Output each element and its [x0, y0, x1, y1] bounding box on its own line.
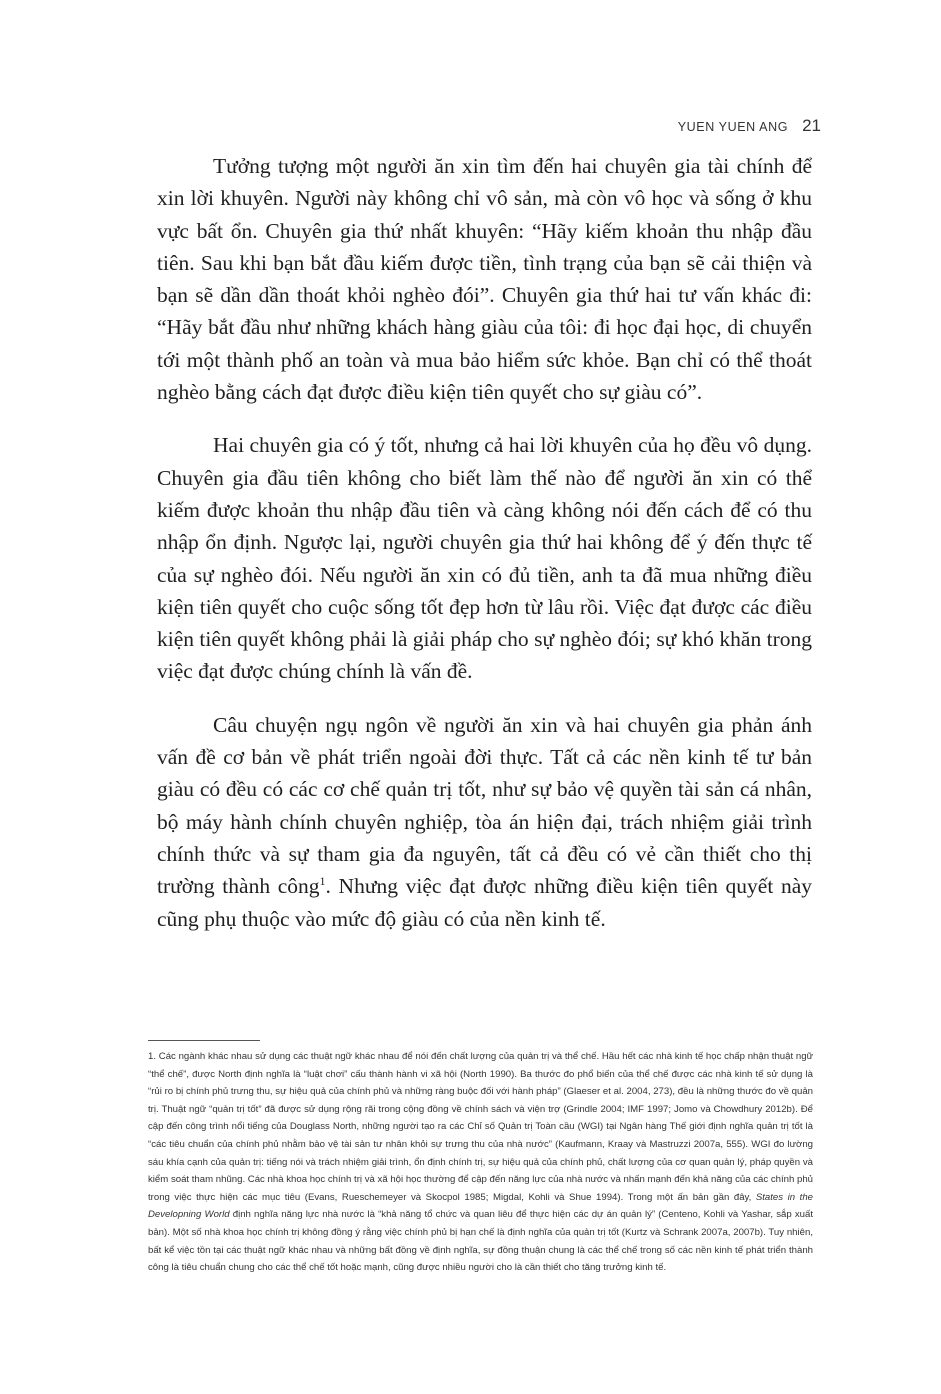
footnote-text-end: định nghĩa năng lực nhà nước là “khả năng tổ chức và quan liêu để thực hiện các dự án quản lý” (Centeno, Kohli và Yashar, sắp xuất bản). Một số nhà khoa học chính trị không đồng ý rằng việc chính phủ bị hạn chế là định nghĩa của quản trị tốt (Kurtz và Schrank 2007a, 2007b). Tuy nhiên, bất kể việc tồn tại các thuật ngữ khác nhau và những bất đồng về định nghĩa, sự đồng thuận chung là các thể chế trong số các nền kinh tế phát triển thành công là tiêu chuẩn chung cho các thể chế tốt hoặc mạnh, cũng được nhiều người cho là cần thiết cho tăng trưởng kinh tế.	[148, 1209, 813, 1274]
footnote-text: 1. Các ngành khác nhau sử dụng các thuật ngữ khác nhau để nói đến chất lượng của quản trị và thể chế. Hầu hết các nhà kinh tế học chấp nhận thuật ngữ “thể chế”, được North định nghĩa là “luật chơi” cấu thành hành vi xã hội (North 1990). Ba thước đo phổ biến của thể chế được các nhà kinh tế sử dụng là “rủi ro bị chính phủ trưng thu, sự hiệu quả của chính phủ và những ràng buộc đối với hành pháp” (Glaeser et al. 2004, 273), đều là những thước đo về quản trị. Thuật ngữ “quản trị tốt” đã được sử dụng rộng rãi trong cộng đồng về chính sách và viện trợ (Grindle 2004; IMF 1997; Jomo và Chowdhury 2012b). Để cập đến công trình nổi tiếng của Douglass North, những người tạo ra các Chỉ số Quản trị Toàn cầu (WGI) tại Ngân hàng Thế giới định nghĩa quản trị tốt là “các tiêu chuẩn của chính phủ nhằm bảo vệ tài sản tư nhân khỏi sự trưng thu của nhà nước” (Kaufmann, Kraay và Mastruzzi 2007a, 555). WGI đo lường sáu khía cạnh của quản trị: tiếng nói và trách nhiệm giải trình, ổn định chính trị, sự hiệu quả của chính phủ, chất lượng của cơ quan quản lý, pháp quyền và kiểm soát tham nhũng. Các nhà khoa học chính trị và xã hội học thường để cập đến năng lực của nhà nước và nhấn mạnh đến khả năng của các chính phủ trong việc thực hiện các mục tiêu (Evans, Rueschemeyer và Skocpol 1985; Migdal, Kohli và Shue 1994). Trong một ấn bản gần đây,	[148, 1051, 813, 1203]
paragraph-1: Tưởng tượng một người ăn xin tìm đến hai chuyên gia tài chính để xin lời khuyên. Người này không chỉ vô sản, mà còn vô học và sống ở khu vực bất ổn. Chuyên gia thứ nhất khuyên: “Hãy kiếm khoản thu nhập đầu tiên. Sau khi bạn bắt đầu kiếm được tiền, tình trạng của bạn sẽ cải thiện và bạn sẽ dần dần thoát khỏi nghèo đói”. Chuyên gia thứ hai tư vấn khác đi: “Hãy bắt đầu như những khách hàng giàu của tôi: đi học đại học, di chuyển tới một thành phố an toàn và mua bảo hiểm sức khỏe. Bạn chỉ có thể thoát nghèo bằng cách đạt được điều kiện tiên quyết cho sự giàu có”.	[157, 154, 812, 405]
footnote-1	[148, 1048, 813, 1277]
footnote-divider	[148, 1040, 260, 1041]
main-text	[157, 150, 812, 956]
paragraph-3-text-end: . Nhưng việc đạt được những điều kiện tiên quyết này cũng phụ thuộc vào mức độ giàu có của nền kinh tế.	[157, 874, 812, 931]
running-header	[678, 116, 821, 136]
footnote-italic-title: States in the Developning World	[148, 1191, 813, 1221]
page-number: 21	[802, 116, 821, 135]
paragraph-3-text: Câu chuyện ngụ ngôn về người ăn xin và hai chuyên gia phản ánh vấn đề cơ bản về phát triển ngoài đời thực. Tất cả các nền kinh tế tư bản giàu có đều có các cơ chế quản trị tốt, như sự bảo vệ quyền tài sản cá nhân, bộ máy hành chính chuyên nghiệp, tòa án hiện đại, trách nhiệm giải trình chính thức và sự tham gia đa nguyên, tất cả đều có vẻ cần thiết cho thị trường thành công	[157, 712, 812, 899]
author-name: YUEN YUEN ANG	[677, 120, 789, 134]
paragraph-3	[157, 709, 812, 935]
paragraph-2: Hai chuyên gia có ý tốt, nhưng cả hai lời khuyên của họ đều vô dụng. Chuyên gia đầu tiên không cho biết làm thế nào để người ăn xin có thể kiếm được khoản thu nhập đầu tiên và càng không nói đến cách để có thu nhập ổn định. Ngược lại, người chuyên gia thứ hai không để ý đến thực tế của sự nghèo đói. Nếu người ăn xin có đủ tiền, anh ta đã mua những điều kiện tiên quyết cho cuộc sống tốt đẹp hơn từ lâu rồi. Việc đạt được các điều kiện tiên quyết không phải là giải pháp cho sự nghèo đói; sự khó khăn trong việc đạt được chúng chính là vấn đề.	[157, 433, 812, 684]
footnote-reference[interactable]: 1	[319, 874, 326, 889]
